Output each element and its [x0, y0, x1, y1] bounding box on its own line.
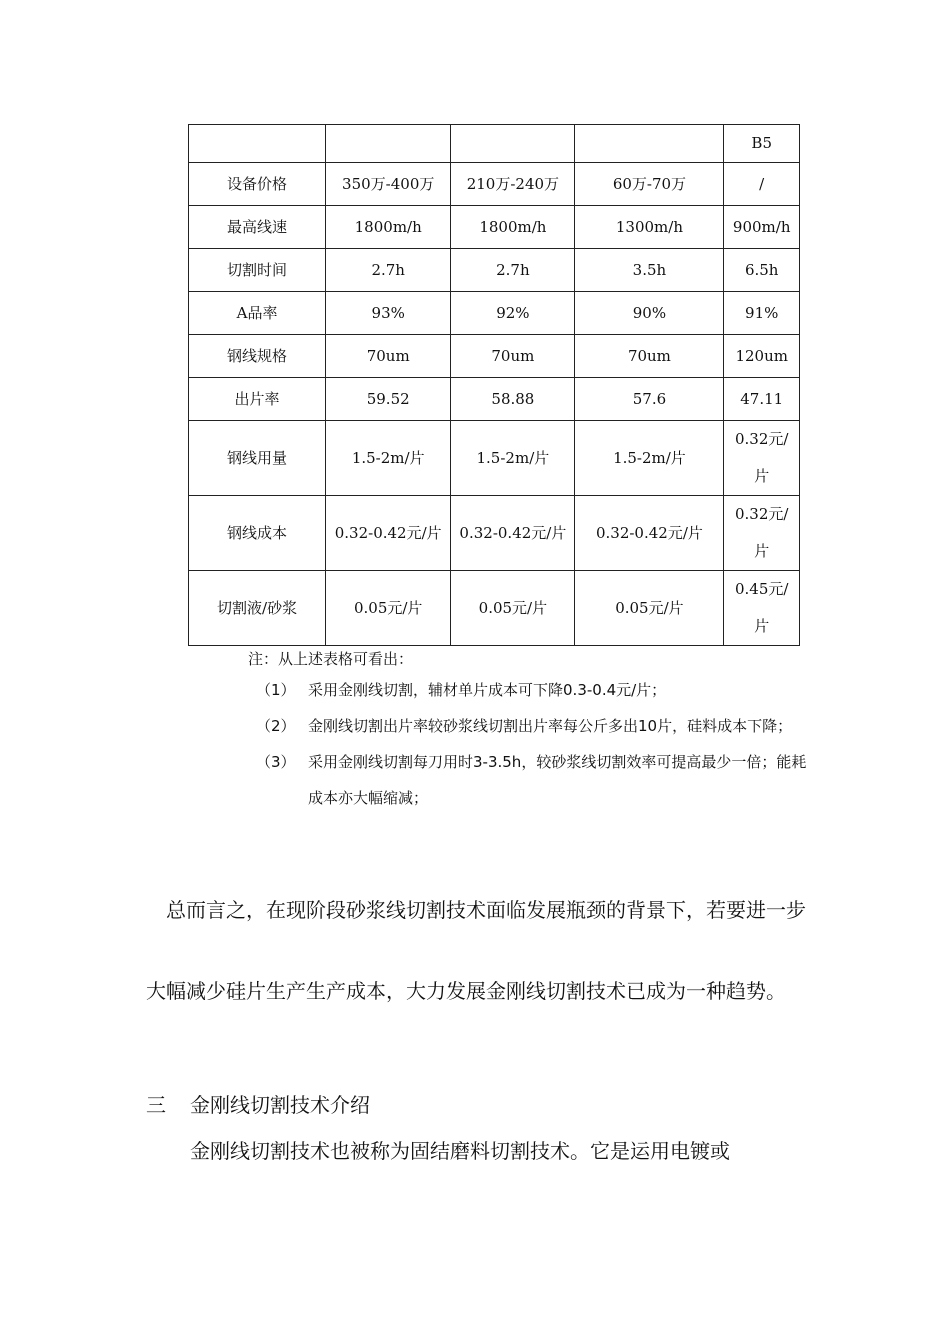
table-cell: 1800m/h — [326, 206, 451, 249]
table-cell: 70um — [451, 335, 575, 378]
table-header-cell — [189, 125, 326, 163]
table-cell: 2.7h — [451, 249, 575, 292]
table-cell: 210万-240万 — [451, 163, 575, 206]
table-header-cell — [326, 125, 451, 163]
row-label: 设备价格 — [189, 163, 326, 206]
row-label: A品率 — [189, 292, 326, 335]
table-cell: 70um — [326, 335, 451, 378]
section-title: 金刚线切割技术介绍 — [190, 1093, 370, 1117]
table-cell: 0.32-0.42元/片 — [575, 496, 724, 571]
table-row — [189, 249, 800, 292]
summary-paragraph: 总而言之，在现阶段砂浆线切割技术面临发展瓶颈的背景下，若要进一步大幅减少硅片生产生产成本，大力发展金刚线切割技术已成为一种趋势。 — [146, 898, 806, 1003]
table-header-cell: B5 — [724, 125, 800, 163]
row-label: 切割时间 — [189, 249, 326, 292]
table-cell: 90% — [575, 292, 724, 335]
comparison-table — [188, 124, 800, 646]
table-cell: 0.05元/片 — [326, 571, 451, 646]
row-label: 最高线速 — [189, 206, 326, 249]
table-cell: 1.5-2m/片 — [451, 421, 575, 496]
table-row — [189, 496, 800, 571]
table-cell: 6.5h — [724, 249, 800, 292]
row-label: 钢线规格 — [189, 335, 326, 378]
table-cell: 2.7h — [326, 249, 451, 292]
row-label: 钢线成本 — [189, 496, 326, 571]
note-text: 采用金刚线切割每刀用时3-3.5h，较砂浆线切割效率可提高最少一倍；能耗成本亦大幅缩减； — [308, 753, 807, 807]
note-text: 金刚线切割出片率较砂浆线切割出片率每公斤多出10片，硅料成本下降； — [308, 717, 793, 735]
table-cell: 47.11 — [724, 378, 800, 421]
table-header-cell — [451, 125, 575, 163]
table-row — [189, 163, 800, 206]
table-header-cell — [575, 125, 724, 163]
table-cell: 1800m/h — [451, 206, 575, 249]
row-label: 钢线用量 — [189, 421, 326, 496]
note-number: （2） — [256, 717, 296, 735]
table-header-row — [189, 125, 800, 163]
table-row — [189, 206, 800, 249]
note-item — [248, 672, 808, 708]
table-cell: 3.5h — [575, 249, 724, 292]
table-cell: 1300m/h — [575, 206, 724, 249]
table-cell: 350万-400万 — [326, 163, 451, 206]
table-row — [189, 378, 800, 421]
table-cell: 0.32元/片 — [724, 421, 800, 496]
table-cell: 0.05元/片 — [451, 571, 575, 646]
table-cell: 91% — [724, 292, 800, 335]
table-cell: 59.52 — [326, 378, 451, 421]
table-row — [189, 571, 800, 646]
note-number: （1） — [256, 681, 296, 699]
note-item — [248, 744, 808, 816]
table-cell: 1.5-2m/片 — [326, 421, 451, 496]
intro-paragraph: 金刚线切割技术也被称为固结磨料切割技术。它是运用电镀或 — [190, 1139, 730, 1163]
notes-title: 注：从上述表格可看出： — [248, 650, 414, 668]
table-cell: 57.6 — [575, 378, 724, 421]
table-cell: 58.88 — [451, 378, 575, 421]
row-label: 出片率 — [189, 378, 326, 421]
section-heading — [146, 1090, 811, 1120]
table-cell: / — [724, 163, 800, 206]
table-cell: 0.32-0.42元/片 — [326, 496, 451, 571]
section-number: 三 — [146, 1093, 166, 1117]
comparison-table-container — [188, 124, 800, 646]
note-number: （3） — [256, 753, 296, 771]
table-row — [189, 421, 800, 496]
table-cell: 0.32-0.42元/片 — [451, 496, 575, 571]
table-cell: 1.5-2m/片 — [575, 421, 724, 496]
table-cell: 0.05元/片 — [575, 571, 724, 646]
row-label: 切割液/砂浆 — [189, 571, 326, 646]
note-item — [248, 708, 808, 744]
table-row — [189, 335, 800, 378]
table-cell: 900m/h — [724, 206, 800, 249]
table-cell: 0.45元/片 — [724, 571, 800, 646]
note-text: 采用金刚线切割，辅材单片成本可下降0.3-0.4元/片； — [308, 681, 667, 699]
table-cell: 70um — [575, 335, 724, 378]
table-cell: 92% — [451, 292, 575, 335]
table-cell: 0.32元/片 — [724, 496, 800, 571]
table-row — [189, 292, 800, 335]
table-notes — [248, 646, 808, 816]
table-cell: 60万-70万 — [575, 163, 724, 206]
table-cell: 120um — [724, 335, 800, 378]
table-cell: 93% — [326, 292, 451, 335]
